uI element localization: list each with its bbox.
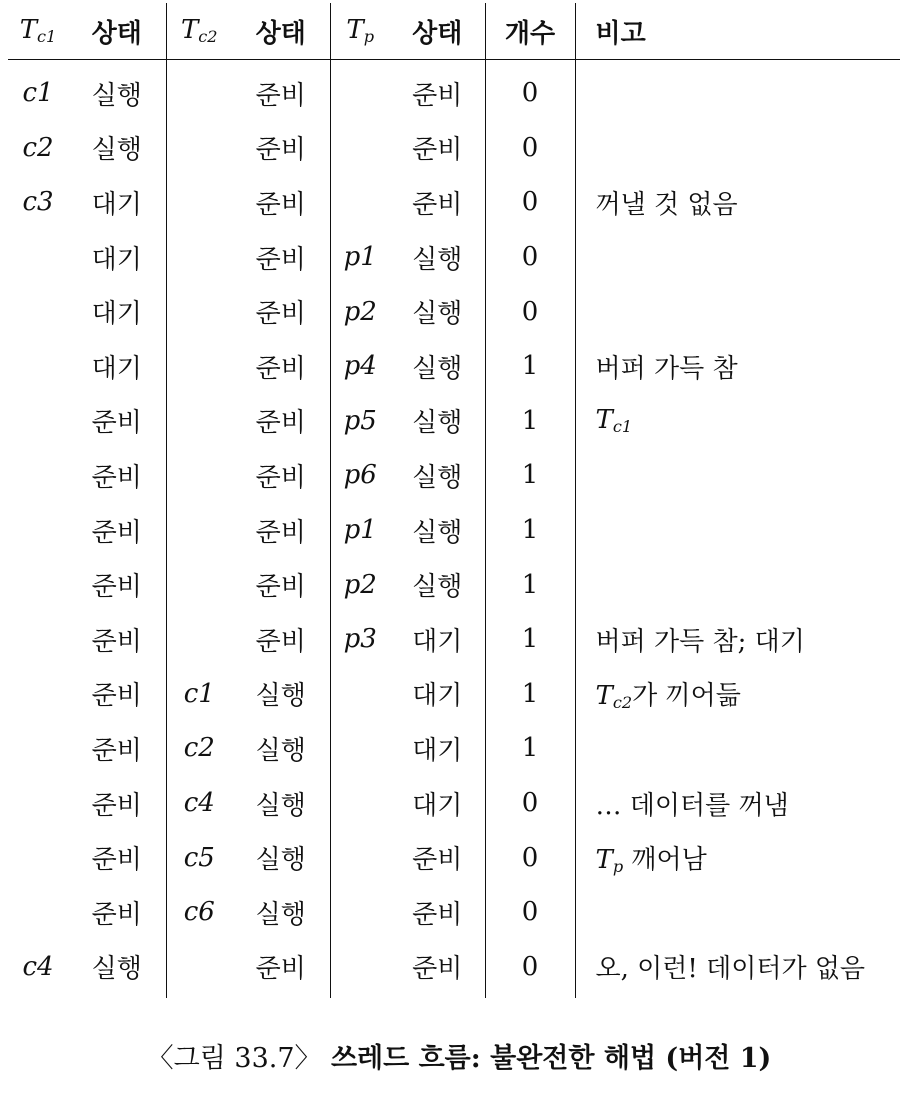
note-cell	[575, 885, 900, 940]
note-var: $T_p$	[595, 845, 624, 877]
tc1-state-cell: 준비	[68, 394, 166, 449]
count-cell: 1	[485, 448, 575, 503]
tp-cell: p1	[343, 515, 377, 546]
tp-state-cell: 실행	[390, 394, 485, 449]
header-row	[8, 3, 900, 60]
tc2-cell	[166, 175, 232, 230]
table-row	[8, 612, 900, 667]
note-cell	[575, 448, 900, 503]
tp-cell: p2	[343, 569, 377, 600]
table-row	[8, 230, 900, 285]
tc1-state-cell: 실행	[68, 60, 166, 121]
note-cell: 오, 이런! 데이터가 없음	[595, 954, 866, 985]
tc1-cell	[8, 721, 68, 776]
tc1-cell	[8, 612, 68, 667]
count-cell: 0	[485, 175, 575, 230]
tc2-cell	[166, 230, 232, 285]
count-cell: 1	[485, 339, 575, 394]
tc2-cell	[166, 448, 232, 503]
header-tc1-state: 상태	[68, 3, 166, 60]
tc2-cell	[166, 284, 232, 339]
tc2-cell: c1	[183, 678, 215, 709]
tp-state-cell: 준비	[390, 175, 485, 230]
tc1-state-cell: 준비	[68, 776, 166, 831]
thread-trace-table	[8, 3, 900, 998]
header-var: $T_{c1}$	[19, 15, 57, 47]
tc1-cell	[8, 394, 68, 449]
tc1-state-cell: 대기	[68, 230, 166, 285]
tc1-cell	[8, 885, 68, 940]
tc2-state-cell: 준비	[232, 503, 330, 558]
tc1-cell: c1	[22, 78, 54, 109]
tc2-state-cell: 준비	[232, 612, 330, 667]
tp-cell	[330, 721, 390, 776]
note-cell	[575, 121, 900, 176]
tc2-state-cell: 준비	[232, 284, 330, 339]
tc1-state-cell: 대기	[68, 175, 166, 230]
tc1-cell: c4	[22, 951, 54, 982]
note-cell: … 데이터를 꺼냄	[595, 790, 789, 821]
tc2-state-cell: 준비	[232, 940, 330, 999]
count-cell: 1	[485, 721, 575, 776]
header-tp-state: 상태	[390, 3, 485, 60]
tp-state-cell: 준비	[390, 830, 485, 885]
tc1-state-cell: 준비	[68, 885, 166, 940]
table-row	[8, 448, 900, 503]
tc1-state-cell: 준비	[68, 830, 166, 885]
tp-cell: p1	[343, 242, 377, 273]
tc1-cell	[8, 448, 68, 503]
tc1-cell	[8, 830, 68, 885]
caption-title: 쓰레드 흐름: 불완전한 해법 (버전 1)	[330, 1043, 772, 1074]
tc2-state-cell: 준비	[232, 121, 330, 176]
tc1-cell	[8, 776, 68, 831]
note-cell	[575, 667, 900, 722]
table-row	[8, 830, 900, 885]
note-cell	[575, 721, 900, 776]
tc2-state-cell: 준비	[232, 60, 330, 121]
tc2-state-cell: 준비	[232, 557, 330, 612]
tc2-cell	[166, 940, 232, 999]
table-row	[8, 557, 900, 612]
count-cell: 1	[485, 667, 575, 722]
table-row	[8, 394, 900, 449]
tp-cell	[330, 667, 390, 722]
tp-state-cell: 준비	[390, 121, 485, 176]
tp-cell	[330, 940, 390, 999]
tp-state-cell: 준비	[390, 885, 485, 940]
tc2-state-cell: 실행	[232, 667, 330, 722]
tc2-cell: c6	[183, 897, 215, 928]
note-cell	[575, 557, 900, 612]
tc2-cell: c4	[183, 788, 215, 819]
count-cell: 1	[485, 394, 575, 449]
tp-state-cell: 실행	[390, 230, 485, 285]
header-count: 개수	[485, 3, 575, 60]
tc2-cell	[166, 612, 232, 667]
tc2-cell	[166, 394, 232, 449]
tc1-cell: c3	[22, 187, 54, 218]
header-var: $T_p$	[346, 15, 375, 47]
count-cell: 1	[485, 557, 575, 612]
tc1-state-cell: 실행	[68, 940, 166, 999]
tc1-cell: c2	[22, 132, 54, 163]
tp-state-cell: 준비	[390, 60, 485, 121]
tc1-state-cell: 준비	[68, 557, 166, 612]
note-cell: 꺼낼 것 없음	[595, 189, 738, 220]
tc2-cell	[166, 503, 232, 558]
tc2-cell	[166, 557, 232, 612]
tp-state-cell: 실행	[390, 448, 485, 503]
tp-state-cell: 대기	[390, 612, 485, 667]
note-suffix: 가 끼어듦	[632, 681, 741, 712]
note-var: $T_{c2}$	[595, 681, 633, 713]
count-cell: 0	[485, 284, 575, 339]
table-row	[8, 284, 900, 339]
tc1-state-cell: 준비	[68, 503, 166, 558]
note-cell	[575, 394, 900, 449]
count-cell: 0	[485, 830, 575, 885]
table-header	[8, 3, 900, 60]
note-cell: 버퍼 가득 참	[595, 353, 738, 384]
tc2-cell: c2	[183, 733, 215, 764]
count-cell: 0	[485, 776, 575, 831]
tc2-state-cell: 준비	[232, 394, 330, 449]
tc2-state-cell: 준비	[232, 230, 330, 285]
count-cell: 0	[485, 885, 575, 940]
tp-state-cell: 대기	[390, 776, 485, 831]
tp-state-cell: 대기	[390, 667, 485, 722]
tc1-cell	[8, 284, 68, 339]
tp-cell: p5	[343, 405, 377, 436]
tp-cell: p4	[343, 351, 377, 382]
header-tc2	[166, 3, 232, 60]
note-suffix: 깨어남	[623, 845, 707, 876]
count-cell: 0	[485, 121, 575, 176]
tc1-cell	[8, 230, 68, 285]
count-cell: 0	[485, 940, 575, 999]
caption-label: 〈그림 33.7〉	[146, 1043, 322, 1074]
count-cell: 1	[485, 612, 575, 667]
tc1-state-cell: 대기	[68, 284, 166, 339]
tc1-state-cell: 실행	[68, 121, 166, 176]
figure-caption	[0, 1036, 918, 1075]
tc2-state-cell: 실행	[232, 721, 330, 776]
header-tc2-state: 상태	[232, 3, 330, 60]
header-var: $T_{c2}$	[180, 15, 218, 47]
tc2-cell	[166, 339, 232, 394]
tp-state-cell: 실행	[390, 503, 485, 558]
count-cell: 1	[485, 503, 575, 558]
tc2-cell: c5	[183, 842, 215, 873]
tc2-state-cell: 준비	[232, 448, 330, 503]
table-row	[8, 776, 900, 831]
tc2-state-cell: 실행	[232, 776, 330, 831]
note-cell	[575, 230, 900, 285]
table-row	[8, 885, 900, 940]
count-cell: 0	[485, 230, 575, 285]
tp-cell	[330, 175, 390, 230]
note-cell	[575, 503, 900, 558]
tc1-cell	[8, 339, 68, 394]
table-body	[8, 60, 900, 999]
tc2-state-cell: 준비	[232, 175, 330, 230]
tp-cell: p2	[343, 296, 377, 327]
note-var: $T_{c1}$	[595, 405, 633, 437]
note-cell	[575, 284, 900, 339]
table-row	[8, 60, 900, 121]
tc2-state-cell: 실행	[232, 885, 330, 940]
tc1-state-cell: 준비	[68, 667, 166, 722]
tc1-state-cell: 준비	[68, 721, 166, 776]
tp-cell: p3	[343, 624, 377, 655]
tc1-state-cell: 준비	[68, 612, 166, 667]
table-row	[8, 339, 900, 394]
tc2-state-cell: 준비	[232, 339, 330, 394]
tc1-state-cell: 준비	[68, 448, 166, 503]
tp-cell	[330, 60, 390, 121]
header-tp	[330, 3, 390, 60]
header-note: 비고	[595, 18, 646, 49]
tc1-state-cell: 대기	[68, 339, 166, 394]
note-cell: 버퍼 가득 참; 대기	[595, 626, 805, 657]
tc2-cell	[166, 121, 232, 176]
table-row	[8, 940, 900, 999]
table-row	[8, 667, 900, 722]
tp-cell	[330, 885, 390, 940]
tp-state-cell: 준비	[390, 940, 485, 999]
tc2-cell	[166, 60, 232, 121]
note-cell	[575, 830, 900, 885]
tp-cell	[330, 776, 390, 831]
tp-state-cell: 대기	[390, 721, 485, 776]
tp-state-cell: 실행	[390, 339, 485, 394]
note-cell	[575, 60, 900, 121]
tp-cell	[330, 830, 390, 885]
table-row	[8, 121, 900, 176]
tc2-state-cell: 실행	[232, 830, 330, 885]
count-cell: 0	[485, 60, 575, 121]
table-row	[8, 503, 900, 558]
tp-state-cell: 실행	[390, 557, 485, 612]
tc1-cell	[8, 667, 68, 722]
tp-cell: p6	[343, 460, 377, 491]
table-row	[8, 175, 900, 230]
table-row	[8, 721, 900, 776]
tp-state-cell: 실행	[390, 284, 485, 339]
tc1-cell	[8, 503, 68, 558]
tc1-cell	[8, 557, 68, 612]
header-tc1	[8, 3, 68, 60]
tp-cell	[330, 121, 390, 176]
